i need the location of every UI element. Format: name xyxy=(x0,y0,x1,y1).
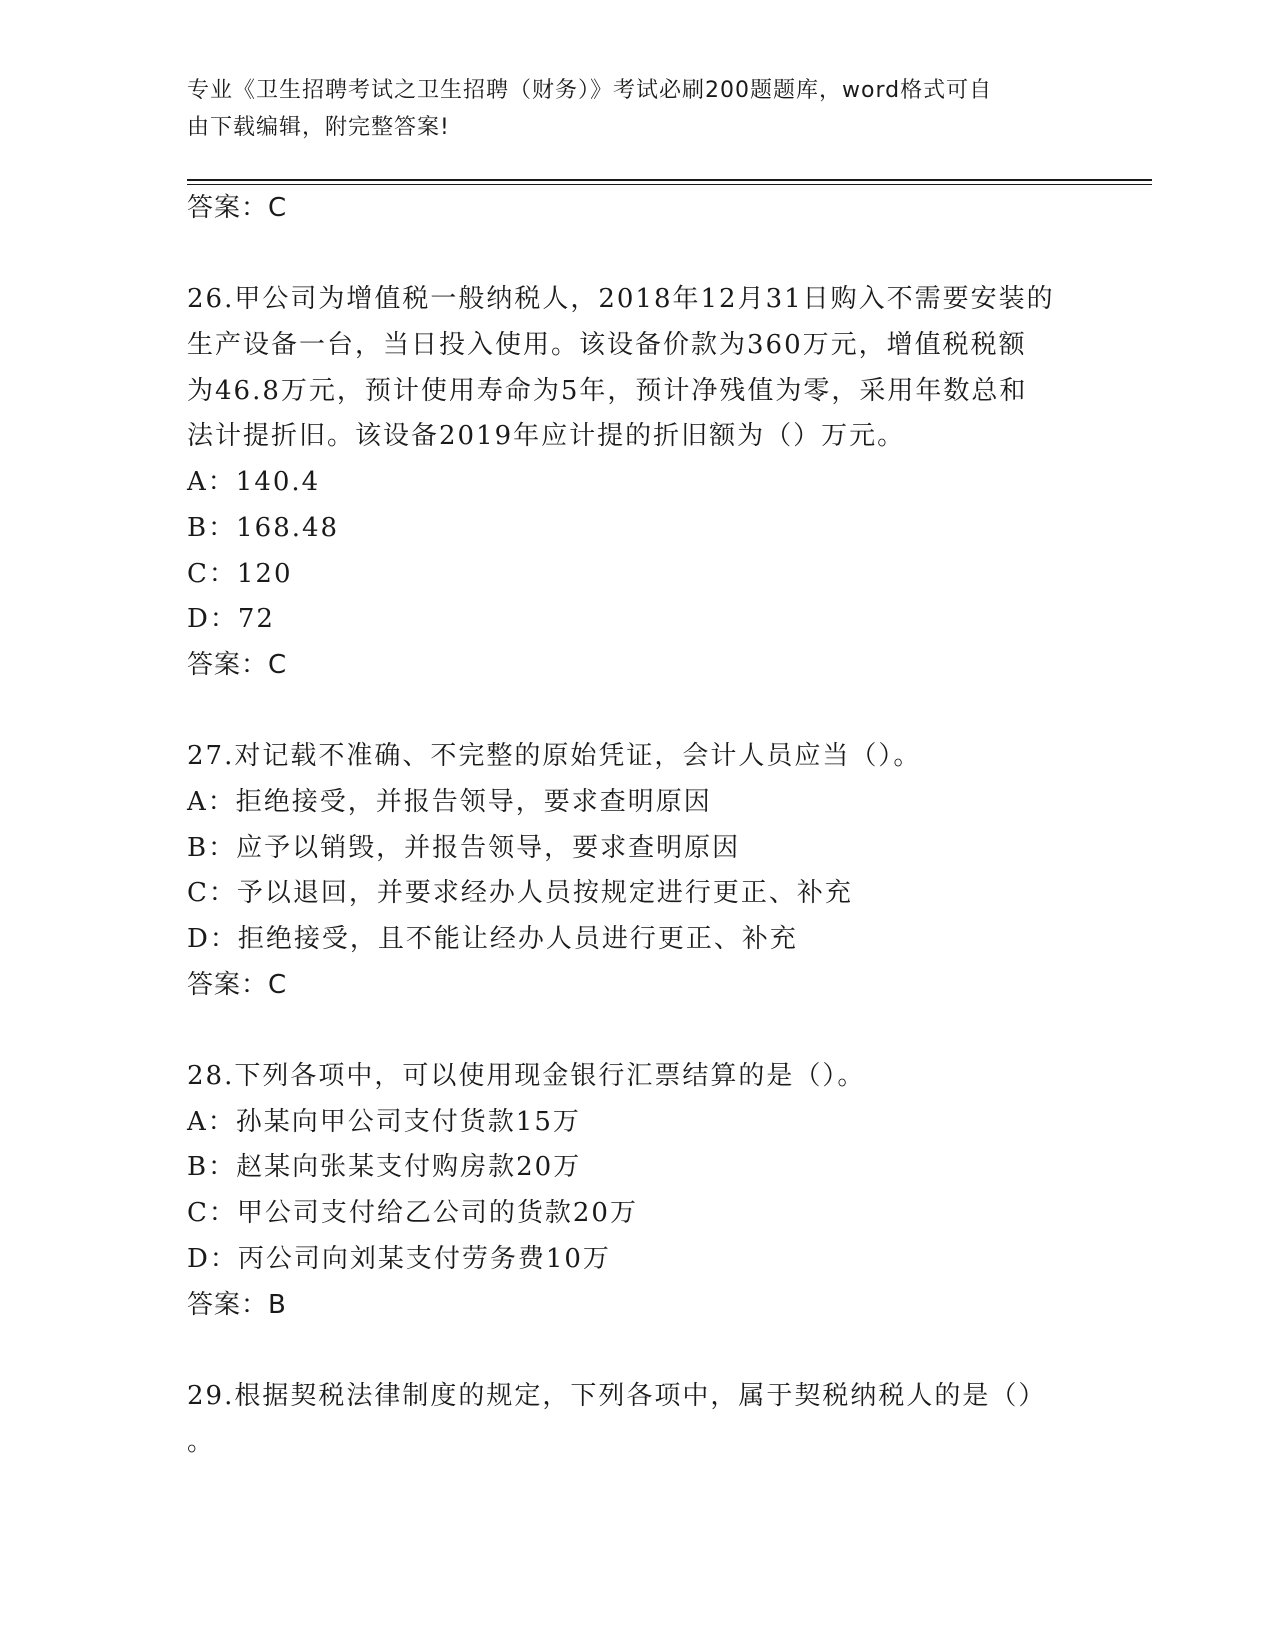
header-line-1: 专业《卫生招聘考试之卫生招聘（财务）》考试必刷200题题库，word格式可自 xyxy=(187,78,993,103)
header-divider-thick xyxy=(187,179,1152,181)
option-c: C：甲公司支付给乙公司的货款20万 xyxy=(187,1198,638,1229)
option-b: B：应予以销毁，并报告领导，要求查明原因 xyxy=(187,832,741,863)
question-stem-line: 。 xyxy=(187,1426,216,1457)
answer: 答案：C xyxy=(187,969,288,1000)
option-d: D：丙公司向刘某支付劳务费10万 xyxy=(187,1243,611,1274)
question-stem-line: 生产设备一台，当日投入使用。该设备价款为360万元，增值税税额 xyxy=(187,330,1027,361)
document-header xyxy=(187,72,1067,146)
spacer xyxy=(187,232,1087,278)
header-line-2: 由下载编辑，附完整答案! xyxy=(187,115,450,140)
question-stem-line: 26.甲公司为增值税一般纳税人，2018年12月31日购入不需要安装的 xyxy=(187,284,1055,315)
option-b: B：168.48 xyxy=(187,512,340,543)
question-stem-line: 27.对记载不准确、不完整的原始凭证，会计人员应当（）。 xyxy=(187,741,922,772)
option-a: A：拒绝接受，并报告领导，要求查明原因 xyxy=(187,786,712,817)
spacer xyxy=(187,1008,1087,1054)
answer: 答案：C xyxy=(187,649,288,680)
question-stem-line: 28.下列各项中，可以使用现金银行汇票结算的是（）。 xyxy=(187,1061,866,1092)
option-a: A：孙某向甲公司支付货款15万 xyxy=(187,1106,581,1137)
question-29 xyxy=(187,1374,1087,1465)
question-27 xyxy=(187,734,1087,1008)
option-c: C：120 xyxy=(187,558,293,589)
header-divider-thin xyxy=(187,184,1152,185)
spacer xyxy=(187,1328,1087,1374)
spacer xyxy=(187,689,1087,735)
question-26 xyxy=(187,277,1087,688)
option-d: D：72 xyxy=(187,604,275,635)
question-stem-line: 29.根据契税法律制度的规定，下列各项中，属于契税纳税人的是（） xyxy=(187,1380,1047,1411)
question-stem-line: 为46.8万元，预计使用寿命为5年，预计净残值为零，采用年数总和 xyxy=(187,375,1028,406)
question-28 xyxy=(187,1054,1087,1328)
option-a: A：140.4 xyxy=(187,467,321,498)
previous-answer: 答案：C xyxy=(187,193,288,223)
document-body xyxy=(187,186,1087,1465)
option-d: D：拒绝接受，且不能让经办人员进行更正、补充 xyxy=(187,924,798,954)
answer: 答案：B xyxy=(187,1289,287,1320)
option-c: C：予以退回，并要求经办人员按规定进行更正、补充 xyxy=(187,878,853,909)
question-stem-line: 法计提折旧。该设备2019年应计提的折旧额为（）万元。 xyxy=(187,421,906,452)
option-b: B：赵某向张某支付购房款20万 xyxy=(187,1152,582,1183)
